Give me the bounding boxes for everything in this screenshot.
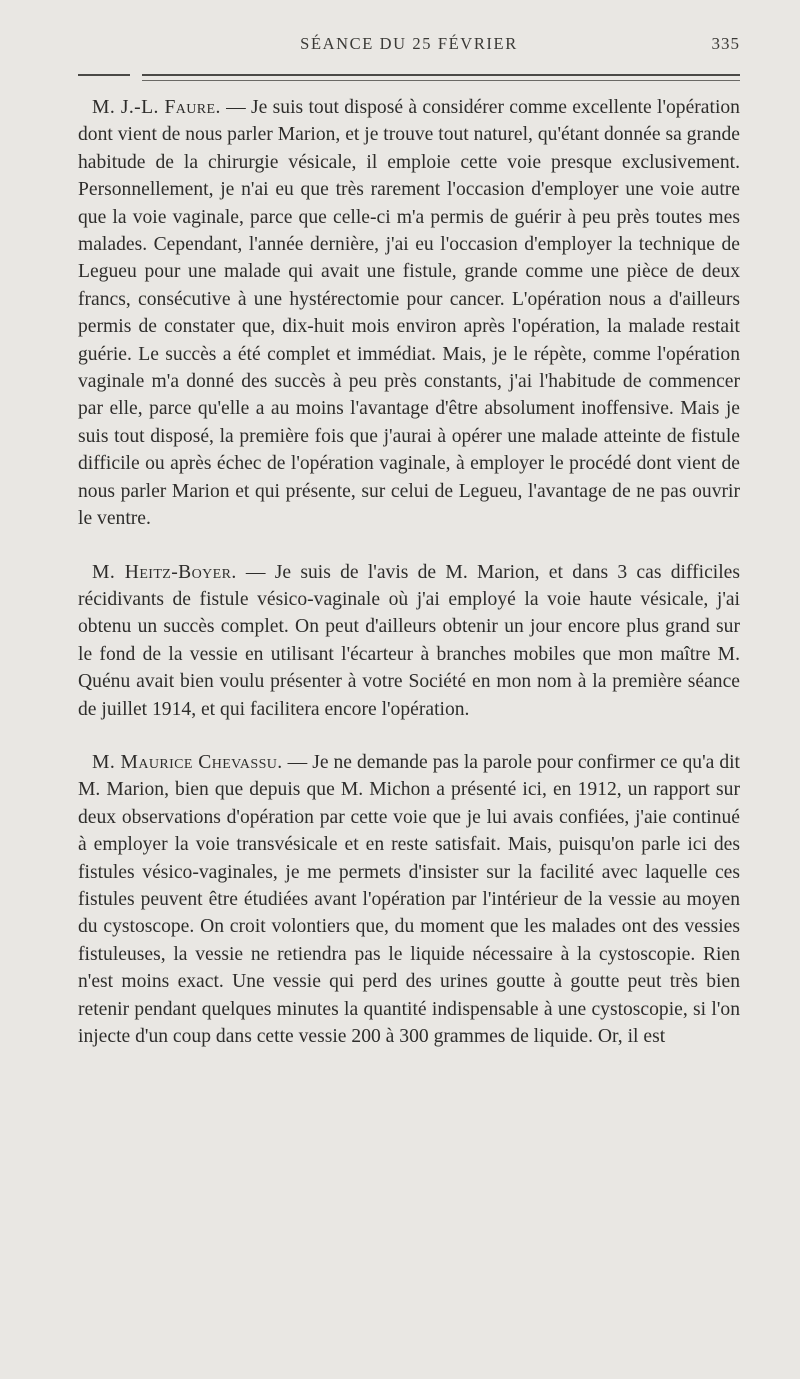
paragraph-chevassu <box>78 749 740 1050</box>
paragraph-text: — Je ne demande pas la parole pour confirmer ce qu'a dit M. Marion, bien que depuis que M. Michon a présenté ici, en 1912, un rapport sur deux observations d'opération par cette voie que je lui avais confiées, j'aie continué à employer la voie transvésicale et en reste satisfait. Mais, puisqu'on parle ici des fistules vésico-vaginales, je me permets d'insister sur la facilité avec laquelle ces fistules peuvent être étudiées avant l'opération par l'intérieur de la vessie au moyen du cystoscope. On croit volontiers que, du moment que les malades ont des vessies fistuleuses, la vessie ne retiendra pas le liquide nécessaire à la cystoscopie. Rien n'est moins exact. Une vessie qui perd des urines goutte à goutte peut très bien retenir pendant quelques minutes la quantité indispensable à une cystoscopie, si l'on injecte d'un coup dans cette vessie 200 à 300 grammes de liquide. Or, il est <box>78 751 740 1047</box>
paragraph-text: — Je suis tout disposé à considérer comme excellente l'opération dont vient de nous parler Marion, et je trouve tout naturel, qu'étant donnée sa grande habitude de la chirurgie vésicale, il emploie cette voie presque exclusivement. Personnellement, je n'ai eu que très rarement l'occasion d'employer une voie autre que la voie vaginale, parce que celle-ci m'a permis de guérir à peu près toutes mes malades. Cependant, l'année dernière, j'ai eu l'occasion d'employer la technique de Legueu pour une malade qui avait une fistule, grande comme une pièce de deux francs, consécutive à une hystérectomie pour cancer. L'opération nous a d'ailleurs permis de constater que, dix-huit mois environ après l'opération, la malade restait guérie. Le succès a été complet et immédiat. Mais, je le répète, comme l'opération vaginale m'a donné des succès à peu près constants, j'ai l'habitude de commencer par elle, parce qu'elle a au moins l'avantage d'être absolument inoffensive. Mais je suis tout disposé, la première fois que j'aurai à opérer une malade atteinte de fistule difficile ou après échec de l'opération vaginale, à employer le procédé dont vient de nous parler Marion et qui présente, sur celui de Legueu, l'avantage de ne pas ouvrir le ventre. <box>78 97 740 530</box>
running-head <box>78 34 740 60</box>
speaker-name: M. Maurice Chevassu. <box>92 751 283 773</box>
speaker-name: M. Heitz-Boyer. <box>92 561 237 583</box>
header-rule <box>142 74 740 76</box>
paragraph-heitz-boyer <box>78 559 740 723</box>
header-rule-thin <box>142 80 740 81</box>
paragraph-faure <box>78 94 740 533</box>
body-text <box>78 94 740 1050</box>
running-title: SÉANCE DU 25 FÉVRIER <box>300 34 518 53</box>
page-number: 335 <box>711 34 740 53</box>
paragraph-text: — Je suis de l'avis de M. Marion, et dans 3 cas difficiles récidivants de fistule vésico-vaginale où j'ai employé la voie haute vésicale, j'ai obtenu un succès complet. On peut d'ailleurs obtenir un jour encore plus grand sur le fond de la vessie en utilisant l'écarteur à branches mobiles que mon maître M. Quénu avait bien voulu présenter à votre Société en mon nom à la première séance de juillet 1914, et qui facilitera encore l'opération. <box>78 561 740 720</box>
header-rule-short <box>78 74 130 76</box>
speaker-name: M. J.-L. Faure. <box>92 97 221 118</box>
